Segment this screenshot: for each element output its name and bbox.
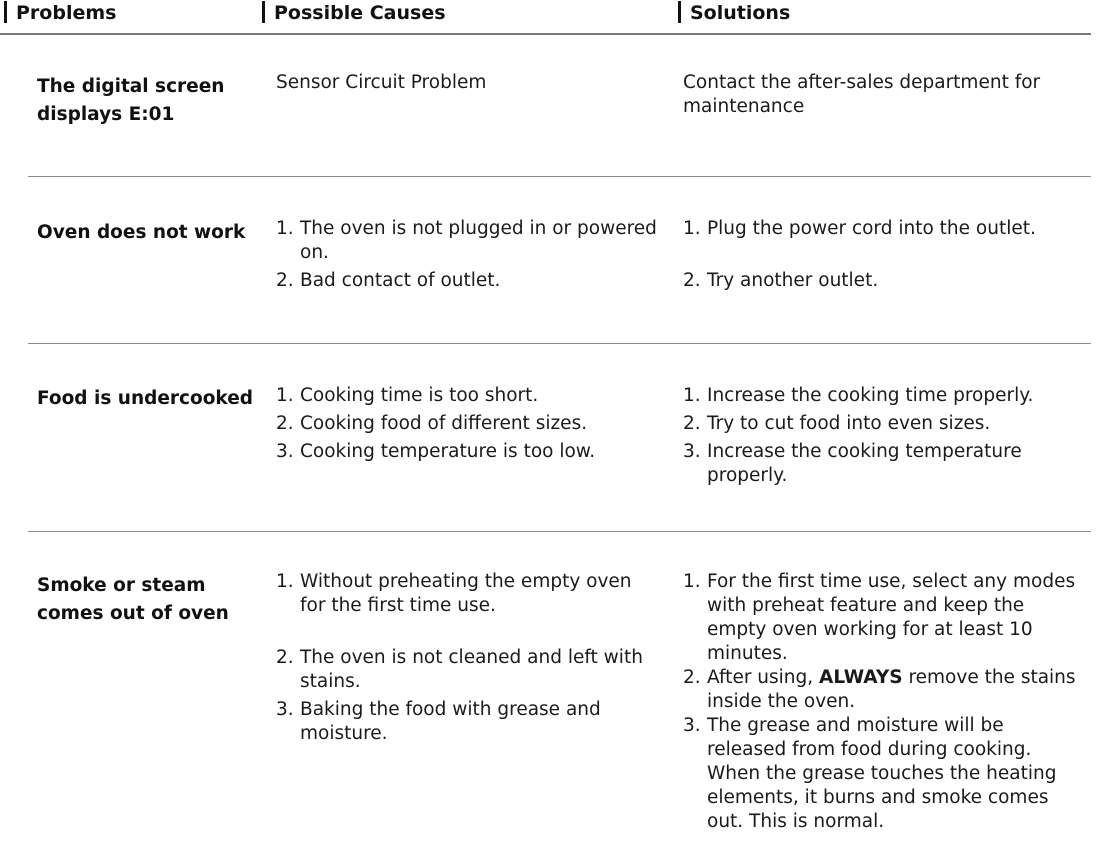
item-text: Without preheating the empty oven for the first time use.: [300, 571, 632, 616]
solution-text: Contact the after-sales department for maintenance: [683, 72, 1041, 117]
item-number: 2.: [276, 270, 294, 291]
cause-item: [276, 217, 666, 265]
item-text-post: remove the stains inside the oven.: [707, 667, 1076, 712]
solution-item: [683, 412, 1043, 436]
item-text: The oven is not cleaned and left with stains.: [300, 647, 643, 692]
solution-item: [683, 570, 1078, 666]
problem-label: Oven does not work: [37, 222, 246, 243]
solution-item: [683, 440, 1043, 488]
causes-cell: [276, 384, 666, 464]
problem-label: The digital screen displays E:01: [37, 76, 225, 125]
header-causes-label: Possible Causes: [274, 2, 446, 24]
item-number: 2.: [276, 413, 294, 434]
item-text: Bad contact of outlet.: [300, 270, 501, 291]
cause-item: [276, 570, 661, 618]
item-number: 1.: [683, 571, 701, 592]
cause-item: [276, 384, 666, 408]
cause-item: [276, 412, 666, 436]
problem-label: Food is undercooked: [37, 388, 254, 409]
solution-item: [683, 384, 1043, 408]
row-divider: [28, 343, 1091, 344]
header-divider: [262, 1, 265, 23]
item-number: 1.: [276, 571, 294, 592]
item-text-pre: After using,: [707, 667, 820, 688]
cause-item: [276, 646, 661, 694]
item-text-emphasis: ALWAYS: [819, 667, 903, 688]
cause-item: [276, 440, 666, 464]
solutions-cell: [683, 217, 1073, 293]
cause-text: Sensor Circuit Problem: [276, 72, 487, 93]
row-divider: [28, 176, 1091, 177]
item-text: Plug the power cord into the outlet.: [707, 218, 1036, 239]
header-problems: [4, 0, 116, 26]
item-text: Cooking temperature is too low.: [300, 441, 596, 462]
solution-item: [683, 666, 1078, 714]
item-text: The grease and moisture will be released from food during cooking. When the grease touches the heating elements, it burns and smoke comes out. This is normal.: [707, 715, 1057, 832]
solution-item: [683, 217, 1073, 241]
item-text: Cooking time is too short.: [300, 385, 539, 406]
item-number: 2.: [683, 413, 701, 434]
item-text: Cooking food of different sizes.: [300, 413, 588, 434]
solutions-cell: [683, 570, 1078, 834]
item-number: 3.: [683, 441, 701, 462]
causes-cell: [276, 71, 666, 95]
solution-item: [683, 714, 1078, 834]
causes-cell: [276, 217, 666, 293]
header-divider: [4, 1, 7, 23]
causes-cell: [276, 570, 661, 746]
item-number: 1.: [276, 218, 294, 239]
item-number: 2.: [276, 647, 294, 668]
item-text: Try to cut food into even sizes.: [707, 413, 991, 434]
header-solutions: [678, 0, 790, 26]
item-text: Try another outlet.: [707, 270, 879, 291]
solution-item: [683, 269, 1073, 293]
item-number: 2.: [683, 667, 701, 688]
cause-item: [276, 269, 666, 293]
header-divider: [678, 1, 681, 23]
item-number: 3.: [276, 441, 294, 462]
row-divider: [28, 531, 1091, 532]
item-number: 2.: [683, 270, 701, 291]
item-text: Baking the food with grease and moisture.: [300, 699, 601, 744]
header-solutions-label: Solutions: [690, 2, 791, 24]
header-possible-causes: [262, 0, 446, 26]
header-problems-label: Problems: [16, 2, 117, 24]
item-number: 1.: [683, 218, 701, 239]
item-text: The oven is not plugged in or powered on.: [300, 218, 657, 263]
item-number: 1.: [276, 385, 294, 406]
cause-item: [276, 698, 661, 746]
item-text: Increase the cooking time properly.: [707, 385, 1034, 406]
item-text: Increase the cooking temperature properly.: [707, 441, 1022, 486]
item-number: 3.: [276, 699, 294, 720]
item-number: 3.: [683, 715, 701, 736]
solutions-cell: [683, 384, 1043, 488]
item-number: 1.: [683, 385, 701, 406]
header-rule: [0, 33, 1091, 35]
item-text: For the first time use, select any modes with preheat feature and keep the empty oven working for at least 10 minutes.: [707, 571, 1076, 664]
problem-label: Smoke or steam comes out of oven: [37, 575, 229, 624]
solutions-cell: [683, 71, 1063, 119]
